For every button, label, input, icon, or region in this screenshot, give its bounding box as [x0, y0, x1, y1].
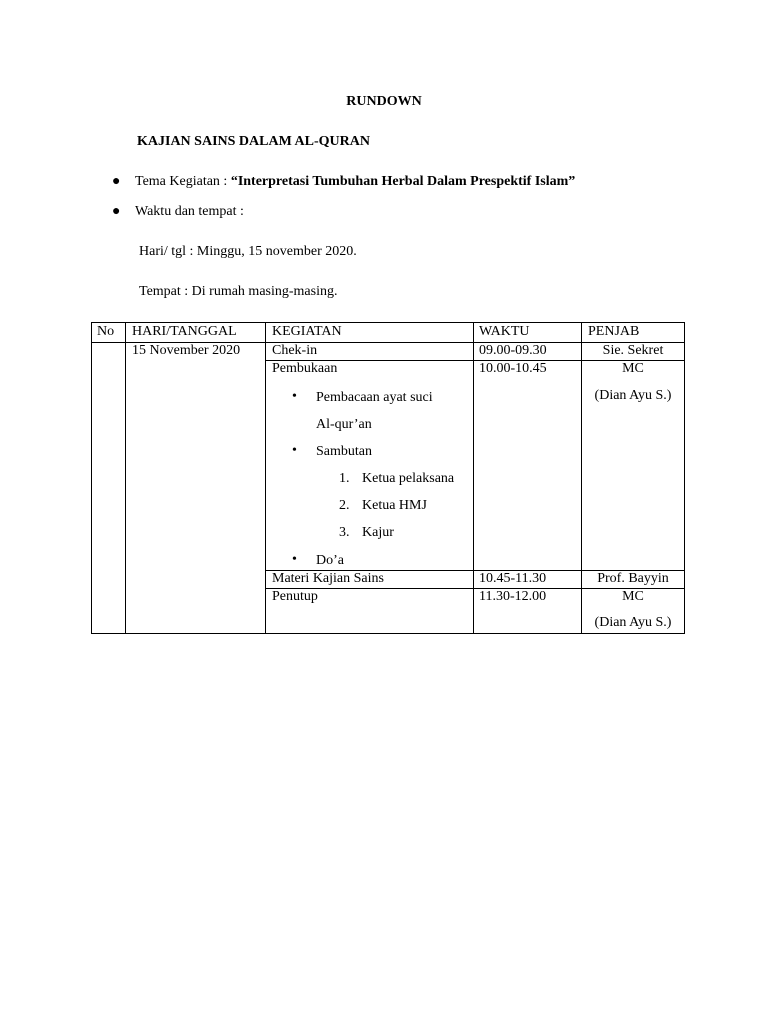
time-place-label: Waktu dan tempat : [135, 204, 244, 219]
pic-cell: MC [622, 361, 644, 376]
bullet-icon: • [292, 389, 297, 404]
place-line: Tempat : Di rumah masing-masing. [139, 284, 338, 299]
list-item: Ketua pelaksana [362, 471, 455, 486]
header-activity: KEGIATAN [272, 324, 342, 339]
pic-cell: MC [622, 589, 644, 604]
header-time: WAKTU [479, 324, 530, 339]
bullet-icon: • [292, 443, 297, 458]
list-number: 1. [339, 471, 350, 486]
activity-cell: Materi Kajian Sains [272, 571, 384, 586]
list-item: Ketua HMJ [362, 498, 427, 513]
activity-cell: Chek-in [272, 343, 318, 358]
rundown-table [91, 322, 685, 634]
list-number: 2. [339, 498, 350, 513]
time-cell: 10.00-10.45 [479, 361, 547, 376]
date-line: Hari/ tgl : Minggu, 15 november 2020. [139, 244, 357, 259]
theme-label: Tema Kegiatan : [135, 174, 231, 189]
col-divider [473, 323, 474, 633]
document-title: RUNDOWN [346, 94, 422, 109]
pic-cell: Prof. Bayyin [597, 571, 669, 586]
bullet-icon: • [292, 552, 297, 567]
list-item: Al-qur’an [316, 417, 372, 432]
list-item: Pembacaan ayat suci [316, 390, 433, 405]
pic-cell: Sie. Sekret [602, 343, 664, 358]
time-cell: 10.45-11.30 [479, 571, 547, 586]
header-pic: PENJAB [588, 324, 640, 339]
list-item: Sambutan [316, 444, 372, 459]
col-divider [125, 323, 126, 633]
header-date: HARI/TANGGAL [132, 324, 237, 339]
list-item: Do’a [316, 553, 344, 568]
header-no: No [97, 324, 115, 339]
bullet-icon: ● [112, 204, 121, 219]
time-cell: 11.30-12.00 [479, 589, 547, 604]
time-cell: 09.00-09.30 [479, 343, 547, 358]
theme-value: “Interpretasi Tumbuhan Herbal Dalam Prespektif Islam” [230, 174, 576, 189]
activity-cell: Penutup [272, 589, 318, 604]
list-item: Kajur [362, 525, 394, 540]
document-subtitle: KAJIAN SAINS DALAM AL-QURAN [137, 134, 370, 149]
pic-cell-name: (Dian Ayu S.) [594, 388, 672, 403]
date-cell: 15 November 2020 [132, 343, 241, 358]
list-number: 3. [339, 525, 350, 540]
pic-cell-name: (Dian Ayu S.) [594, 615, 672, 630]
bullet-icon: ● [112, 174, 121, 189]
col-divider [265, 323, 266, 633]
activity-cell: Pembukaan [272, 361, 338, 376]
